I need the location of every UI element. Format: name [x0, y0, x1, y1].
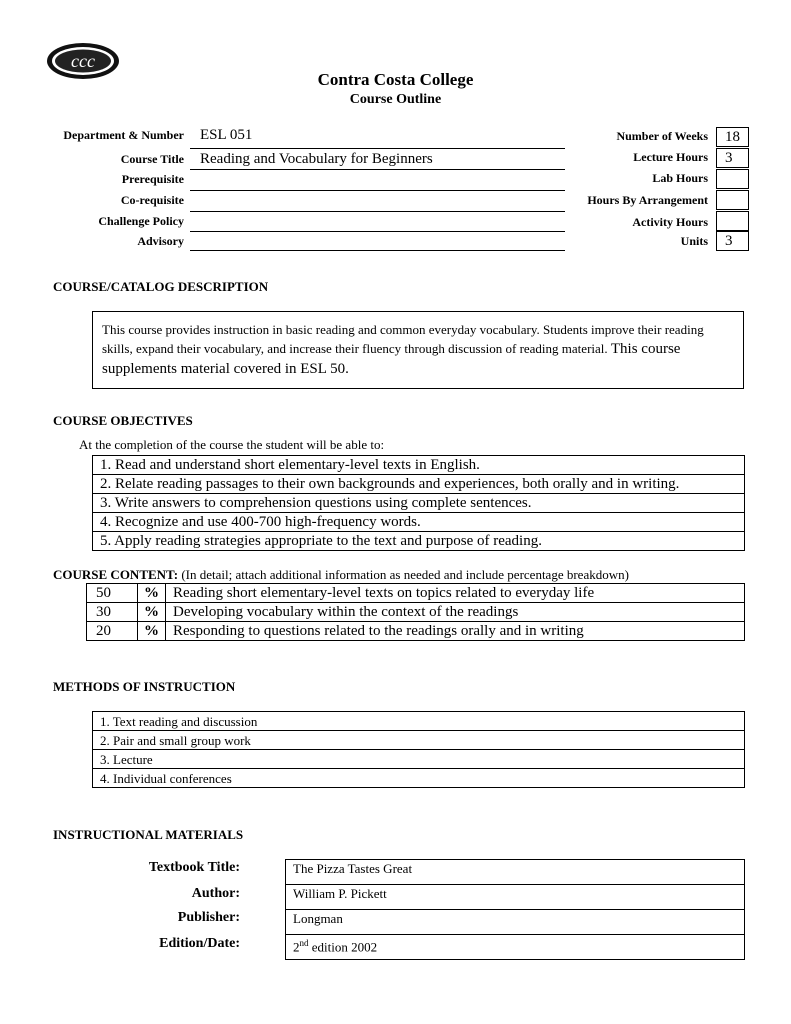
description-text: This course provides instruction in basic reading and common everyday vocabulary. Students improve their reading skills, expand their vocabulary, and increase their fluency through discussion of reading material. [102, 322, 704, 356]
edition-label: Edition/Date: [159, 936, 240, 951]
content-row [87, 584, 745, 603]
percent-symbol: % [138, 584, 166, 603]
svg-text:ccc: ccc [71, 51, 95, 71]
materials-row [286, 860, 745, 885]
challenge-line [190, 231, 565, 232]
prereq-line [190, 190, 565, 191]
objective-item: 3. Write answers to comprehension questions using complete sentences. [93, 494, 745, 513]
dept-label: Department & Number [63, 128, 184, 142]
edition-number: 2 [293, 939, 300, 955]
method-item: 1. Text reading and discussion [93, 712, 745, 731]
dept-line [190, 148, 565, 149]
method-item: 3. Lecture [93, 750, 745, 769]
activity-label: Activity Hours [632, 215, 708, 229]
objective-row [93, 456, 745, 475]
coreq-label: Co-requisite [120, 193, 184, 207]
lecture-box: 3 [716, 148, 749, 168]
content-table [86, 583, 745, 641]
advisory-label: Advisory [137, 234, 184, 248]
edition-suffix: nd [299, 938, 309, 948]
publisher-value: Longman [286, 910, 745, 935]
method-row [93, 731, 745, 750]
advisory-line [190, 250, 565, 251]
content-percent: 30 [87, 603, 138, 622]
content-percent: 50 [87, 584, 138, 603]
materials-row [286, 910, 745, 935]
objective-item: 2. Relate reading passages to their own backgrounds and experiences, both orally and in writing. [93, 475, 745, 494]
lab-box [716, 169, 749, 189]
units-box: 3 [716, 231, 749, 251]
activity-box [716, 211, 749, 231]
method-row [93, 712, 745, 731]
arrangement-box [716, 190, 749, 210]
title-value: Reading and Vocabulary for Beginners [200, 151, 433, 167]
challenge-label: Challenge Policy [98, 214, 184, 228]
edition-text: edition 2002 [308, 939, 378, 955]
method-row [93, 769, 745, 788]
title-line [190, 169, 565, 170]
description-heading: COURSE/CATALOG DESCRIPTION [53, 279, 269, 294]
objective-row [93, 532, 745, 551]
description-box [92, 311, 744, 389]
percent-symbol: % [138, 622, 166, 641]
publisher-label: Publisher: [177, 910, 240, 925]
units-label: Units [680, 234, 708, 248]
author-value: William P. Pickett [286, 885, 745, 910]
method-item: 2. Pair and small group work [93, 731, 745, 750]
methods-table [92, 711, 745, 788]
content-percent: 20 [87, 622, 138, 641]
dept-value: ESL 051 [200, 127, 253, 143]
methods-heading: METHODS OF INSTRUCTION [53, 679, 236, 694]
content-topic: Responding to questions related to the readings orally and in writing [166, 622, 745, 641]
method-item: 4. Individual conferences [93, 769, 745, 788]
percent-symbol: % [138, 603, 166, 622]
coreq-line [190, 211, 565, 212]
objective-item: 5. Apply reading strategies appropriate to the text and purpose of reading. [93, 532, 745, 551]
materials-table [285, 859, 745, 960]
textbook-label: Textbook Title: [148, 860, 240, 875]
textbook-value: The Pizza Tastes Great [286, 860, 745, 885]
arrangement-label: Hours By Arrangement [587, 193, 708, 207]
objective-row [93, 494, 745, 513]
objectives-table [92, 455, 745, 551]
content-row [87, 603, 745, 622]
content-topic: Reading short elementary-level texts on topics related to everyday life [166, 584, 745, 603]
materials-row [286, 885, 745, 910]
objective-row [93, 475, 745, 494]
weeks-box: 18 [716, 127, 749, 147]
objective-item: 1. Read and understand short elementary-level texts in English. [93, 456, 745, 475]
lab-label: Lab Hours [652, 171, 708, 185]
college-name: Contra Costa College [317, 70, 474, 89]
author-label: Author: [191, 886, 240, 901]
content-heading-line [53, 567, 629, 583]
content-heading: COURSE CONTENT: [53, 567, 179, 582]
objectives-heading: COURSE OBJECTIVES [53, 413, 193, 428]
lecture-label: Lecture Hours [633, 150, 708, 164]
title-label: Course Title [120, 152, 184, 166]
materials-row [286, 935, 745, 960]
materials-heading: INSTRUCTIONAL MATERIALS [53, 827, 244, 842]
content-topic: Developing vocabulary within the context of the readings [166, 603, 745, 622]
weeks-label: Number of Weeks [616, 129, 708, 143]
page-title: Course Outline [349, 92, 442, 107]
objective-row [93, 513, 745, 532]
objective-item: 4. Recognize and use 400-700 high-frequency words. [93, 513, 745, 532]
content-row [87, 622, 745, 641]
prereq-label: Prerequisite [121, 172, 184, 186]
objectives-intro: At the completion of the course the student will be able to: [79, 437, 385, 452]
description-text-supplement: This course supplements material covered in ESL 50. [102, 341, 681, 377]
edition-value [286, 935, 745, 960]
method-row [93, 750, 745, 769]
content-note: (In detail; attach additional information as needed and include percentage breakdown) [181, 567, 629, 582]
